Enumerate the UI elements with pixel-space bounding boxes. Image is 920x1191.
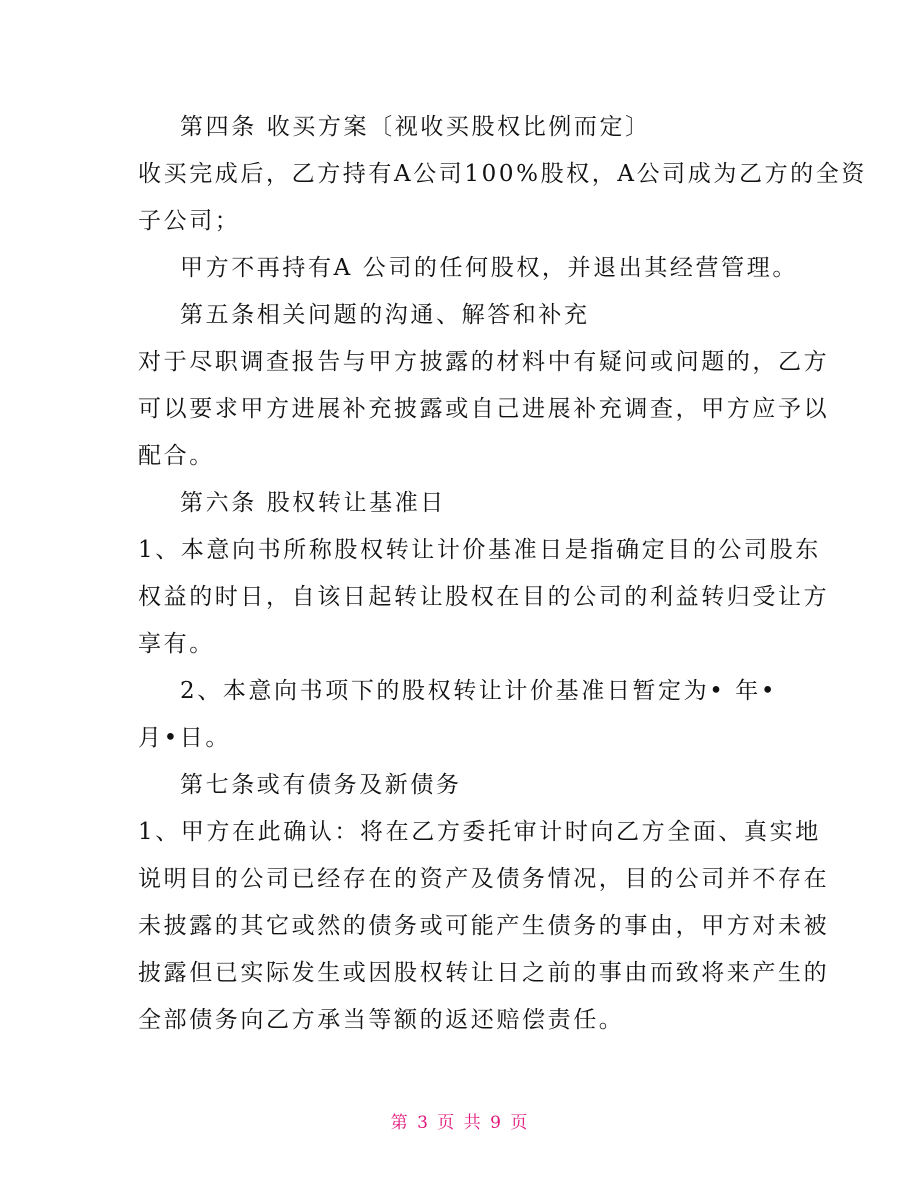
paragraph-line: 对于尽职调查报告与甲方披露的材料中有疑问或问题的，乙方	[138, 349, 830, 375]
article-4-heading: 第四条 收买方案〔视收买股权比例而定〕	[180, 114, 651, 140]
paragraph-line: 披露但已实际发生或因股权转让日之前的事由而致将来产生的	[138, 960, 830, 986]
paragraph-line: 说明目的公司已经存在的资产及债务情况，目的公司并不存在	[138, 866, 830, 892]
paragraph-line: 甲方不再持有A 公司的任何股权，并退出其经营管理。	[180, 255, 798, 281]
paragraph-line: 享有。	[138, 631, 215, 657]
article-6-heading: 第六条 股权转让基准日	[180, 490, 446, 516]
paragraph-line: 子公司；	[138, 208, 241, 234]
article-5-heading: 第五条相关问题的沟通、解答和补充	[180, 302, 590, 328]
paragraph-line: 权益的时日，自该日起转让股权在目的公司的利益转归受让方	[138, 584, 830, 610]
paragraph-line: 收买完成后，乙方持有A公司100%股权，A公司成为乙方的全资	[138, 161, 867, 187]
paragraph-line: 1、甲方在此确认：将在乙方委托审计时向乙方全面、真实地	[138, 819, 821, 845]
paragraph-line: 1、本意向书所称股权转让计价基准日是指确定目的公司股东	[138, 537, 821, 563]
page-number-footer: 第 3 页 共 9 页	[390, 1113, 530, 1133]
paragraph-line: 未披露的其它或然的债务或可能产生债务的事由，甲方对未被	[138, 913, 830, 939]
paragraph-line: 全部债务向乙方承当等额的返还赔偿责任。	[138, 1007, 625, 1033]
paragraph-line: 2、本意向书项下的股权转让计价基准日暂定为• 年•	[180, 678, 778, 704]
article-7-heading: 第七条或有债务及新债务	[180, 772, 462, 798]
paragraph-line: 配合。	[138, 443, 215, 469]
paragraph-line: 月•日。	[138, 725, 231, 751]
paragraph-line: 可以要求甲方进展补充披露或自己进展补充调查，甲方应予以	[138, 396, 830, 422]
